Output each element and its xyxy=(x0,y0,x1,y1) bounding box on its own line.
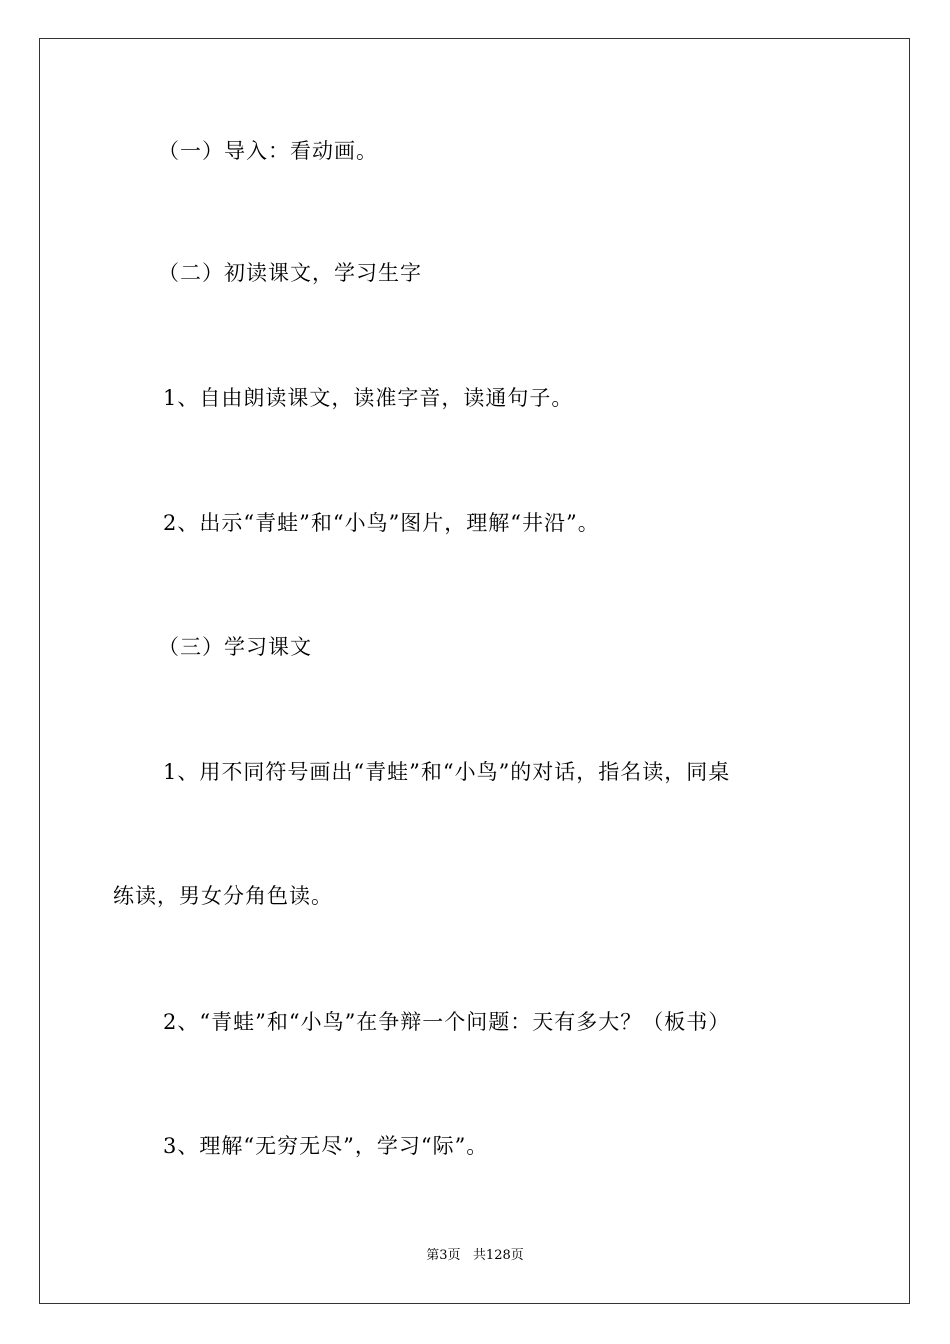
page-number: 第3页 xyxy=(426,1248,461,1263)
page-border xyxy=(39,38,910,1304)
paragraph-debate-question: 2、“青蛙”和“小鸟”在争辩一个问题：天有多大？（板书） xyxy=(163,1010,731,1034)
paragraph-step-2: 2、出示“青蛙”和“小鸟”图片，理解“井沿”。 xyxy=(163,511,600,535)
paragraph-step-1: 1、自由朗读课文，读准字音，读通句子。 xyxy=(163,386,574,410)
section-heading-study-text: （三）学习课文 xyxy=(158,635,312,659)
paragraph-dialogue-line-1: 1、用不同符号画出“青蛙”和“小鸟”的对话，指名读，同桌 xyxy=(163,760,731,784)
page-total: 共128页 xyxy=(472,1248,524,1263)
section-heading-first-reading: （二）初读课文，学习生字 xyxy=(158,261,422,285)
page-footer xyxy=(0,1247,950,1265)
section-heading-intro: （一）导入：看动画。 xyxy=(158,139,378,163)
paragraph-understand-word: 3、理解“无穷无尽”，学习“际”。 xyxy=(163,1134,489,1158)
paragraph-dialogue-line-2: 练读，男女分角色读。 xyxy=(113,884,333,908)
